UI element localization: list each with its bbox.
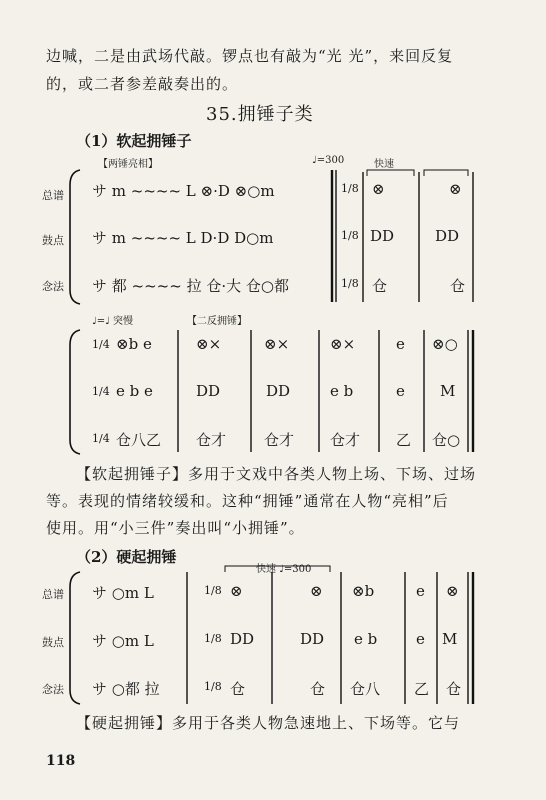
intro-line-2: 的，或二者参差敲奏出的。 [46, 75, 239, 93]
s3-row2-m5: M [442, 630, 458, 648]
s1-row1-intro: サ m ~~~~ L ⊗·D ⊗○m [92, 182, 275, 200]
s3-row2-m1: DD [230, 630, 255, 648]
s2-row3-m6: 仓○ [432, 431, 461, 449]
s3-row1-m4: e [416, 582, 425, 600]
s1-row1-m2: ⊗ [449, 180, 462, 198]
row-label-score: 总谱 [42, 189, 64, 202]
s1-row1-m1: ⊗ [372, 180, 385, 198]
s3-row3-intro: サ ○都 拉 [92, 680, 160, 698]
s1-row2-time: 1/8 [341, 229, 359, 242]
s2-row1-m2: ⊗× [196, 335, 222, 353]
row-label-drum: 鼓点 [42, 234, 64, 247]
row-label-score-2: 总谱 [42, 588, 64, 601]
s2-row2-m2: DD [196, 382, 221, 400]
s2-row2-m3: DD [266, 382, 291, 400]
s1-row1-time: 1/8 [341, 182, 359, 195]
desc2-line-1: 【硬起拥锤】多用于各类人物急速地上、下场等。它与 [76, 714, 461, 732]
s2-row3-m3: 仓才 [264, 431, 295, 449]
s1-row2-m2: DD [435, 227, 460, 245]
s3-row3-time: 1/8 [204, 680, 222, 693]
s2-row3-m1: 仓八乙 [116, 431, 162, 449]
row-label-chant-2: 念法 [42, 683, 64, 696]
s3-row2-m2: DD [300, 630, 325, 648]
s3-row1-m5: ⊗ [446, 582, 459, 600]
s1-row3-time: 1/8 [341, 277, 359, 290]
s3-row2-m4: e [416, 630, 425, 648]
s2-row2-time: 1/4 [92, 385, 110, 398]
s3-row3-m1: 仓 [230, 680, 246, 698]
s2-row3-m4: 仓才 [330, 431, 361, 449]
s1-row2-intro: サ m ~~~~ L D·D D○m [92, 229, 274, 247]
s3-row1-m1: ⊗ [230, 582, 243, 600]
s2-row1-m6: ⊗○ [432, 335, 458, 353]
page-number: 118 [46, 753, 76, 769]
s1-row3-intro: サ 都 ~~~~ 拉 仓·大 仓○都 [92, 277, 289, 295]
subsection-2-heading: （2）硬起拥锤 [76, 548, 177, 566]
s2-row1-time: 1/4 [92, 338, 110, 351]
s2-row2-m4: e b [330, 382, 354, 400]
row-label-drum-2: 鼓点 [42, 636, 64, 649]
s1-row2-m1: DD [370, 227, 395, 245]
desc1-line-2: 等。表现的情绪较缓和。这种“拥锤”通常在人物“亮相”后 [46, 492, 449, 510]
desc1-line-1: 【软起拥锤子】多用于文戏中各类人物上场、下场、过场 [76, 465, 477, 483]
section-title: 35.拥锤子类 [206, 104, 314, 125]
s3-row1-m3: ⊗b [352, 582, 375, 600]
s3-row1-time: 1/8 [204, 584, 222, 597]
desc1-line-3: 使用。用“小三件”奏出叫“小拥锤”。 [46, 519, 305, 537]
s2-row1-m4: ⊗× [330, 335, 356, 353]
s2-row3-time: 1/4 [92, 432, 110, 445]
s2-row1-m3: ⊗× [264, 335, 290, 353]
s2-row3-m5: 乙 [396, 431, 412, 449]
s2-row2-m6: M [440, 382, 456, 400]
s2-row2-m5: e [396, 382, 405, 400]
s2-row1-m5: e [396, 335, 405, 353]
tempo-mark-1: ♩=300 [312, 155, 345, 166]
s3-row2-intro: サ ○m L [92, 632, 154, 650]
s3-row2-time: 1/8 [204, 632, 222, 645]
tempo-mark-2: 快速 ♩=300 [256, 564, 312, 575]
s1-row3-m2: 仓 [450, 277, 466, 295]
tempo-change-mark: ♩=♩ 突慢 [92, 316, 133, 327]
s3-row3-m3: 仓八 [350, 680, 381, 698]
s3-row3-m4: 乙 [414, 680, 430, 698]
speed-mark-1: 快速 [374, 159, 394, 170]
s2-row1-m1: ⊗b e [116, 335, 152, 353]
pattern-tag-1: 【两锤亮相】 [98, 159, 158, 170]
s3-row3-m5: 仓 [446, 680, 462, 698]
s2-row2-m1: e b e [116, 382, 153, 400]
s3-row3-m2: 仓 [310, 680, 326, 698]
s3-row1-intro: サ ○m L [92, 584, 154, 602]
intro-line-1: 边喊，二是由武场代敲。锣点也有敲为“光 光”，来回反复 [46, 47, 454, 65]
pattern-tag-2: 【二反拥锤】 [187, 316, 247, 327]
s3-row2-m3: e b [354, 630, 378, 648]
s2-row3-m2: 仓才 [196, 431, 227, 449]
s1-row3-m1: 仓 [372, 277, 388, 295]
subsection-1-heading: （1）软起拥锤子 [76, 132, 192, 150]
s3-row1-m2: ⊗ [310, 582, 323, 600]
row-label-chant: 念法 [42, 280, 64, 293]
